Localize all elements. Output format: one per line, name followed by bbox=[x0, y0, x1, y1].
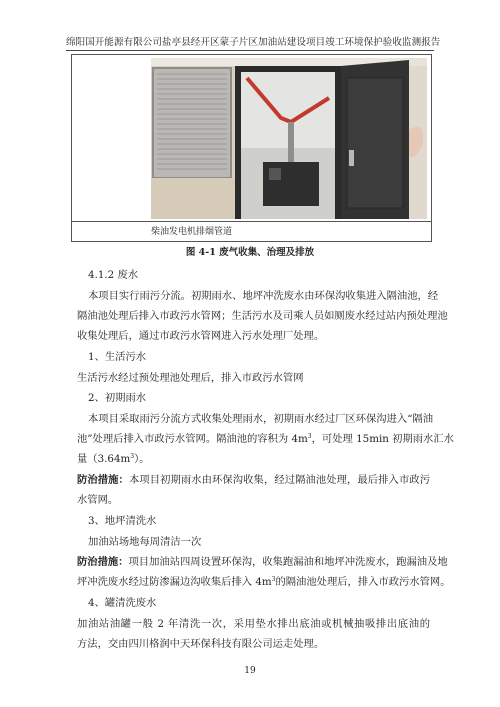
intro-line-2: 隔油池处理后排入市政污水管网；生活污水及司乘人员如厕废水经过站内预处理池 bbox=[77, 310, 448, 322]
figure-cell-caption: 柴油发电机排烟管道 bbox=[72, 221, 431, 241]
item1-title: 1、生活污水 bbox=[88, 351, 147, 363]
intro-line-3: 收集处理后，通过市政污水管网进入污水处理厂处理。 bbox=[77, 330, 325, 342]
item4-line-1: 加油站油罐一般 2 年清洗一次，采用垫水排出底油或机械抽吸排出底油的 bbox=[77, 618, 430, 630]
item2-measure-line-2: 水管网。 bbox=[77, 494, 119, 506]
item3-text: 加油站场地每周清洁一次 bbox=[88, 536, 202, 548]
generator-exhaust-photo bbox=[151, 58, 427, 219]
item4-title: 4、罐清洗废水 bbox=[88, 597, 157, 609]
item2-line-1: 本项目采取雨污分流方式收集处理雨水，初期雨水经过厂区环保沟进入“隔油 bbox=[88, 413, 434, 425]
item2-title: 2、初期雨水 bbox=[88, 392, 147, 404]
item2-line-3: 量$(3.64m^3)$。 bbox=[77, 453, 150, 465]
item2-measure-line-1: 防治措施：本项目初期雨水由环保沟收集，经过隔油池处理，最后排入市政污 bbox=[77, 474, 431, 486]
measure-label: 防治措施： bbox=[77, 474, 129, 486]
measure-label: 防治措施： bbox=[77, 556, 129, 568]
page-number: 19 bbox=[244, 666, 256, 676]
header-rule bbox=[66, 50, 434, 51]
section-heading: 4.1.2 废水 bbox=[88, 269, 139, 281]
item3-measure-line-2: 坪冲洗废水经过防渗漏边沟收集后排入 $4m^3$的隔油池处理后，排入市政污水管网。 bbox=[77, 576, 451, 588]
item2-line-2: 池”处理后排入市政污水管网。隔油池的容积为 $4m^3$，可处理 15min 初期雨水汇水 bbox=[77, 433, 454, 445]
item4-line-2: 方法，交由四川格润中天环保科技有限公司运走处理。 bbox=[77, 638, 325, 650]
page-header: 绵阳国开能源有限公司盐亭县经开区蒙子片区加油站建设项目竣工环境保护验收监测报告 bbox=[66, 37, 441, 48]
item1-text: 生活污水经过预处理池处理后，排入市政污水管网 bbox=[77, 372, 304, 384]
figure-title: 图 4-1 废气收集、治理及排放 bbox=[185, 247, 315, 258]
item3-title: 3、地坪清洗水 bbox=[88, 515, 157, 527]
item3-measure-line-1: 防治措施：项目加油站四周设置环保沟，收集跑漏油和地坪冲洗废水，跑漏油及地 bbox=[77, 556, 448, 568]
figure-photo bbox=[151, 58, 427, 219]
intro-line-1: 本项目实行雨污分流。初期雨水、地坪冲洗废水由环保沟收集进入隔油池，经 bbox=[88, 290, 439, 302]
figure-table bbox=[71, 54, 432, 242]
